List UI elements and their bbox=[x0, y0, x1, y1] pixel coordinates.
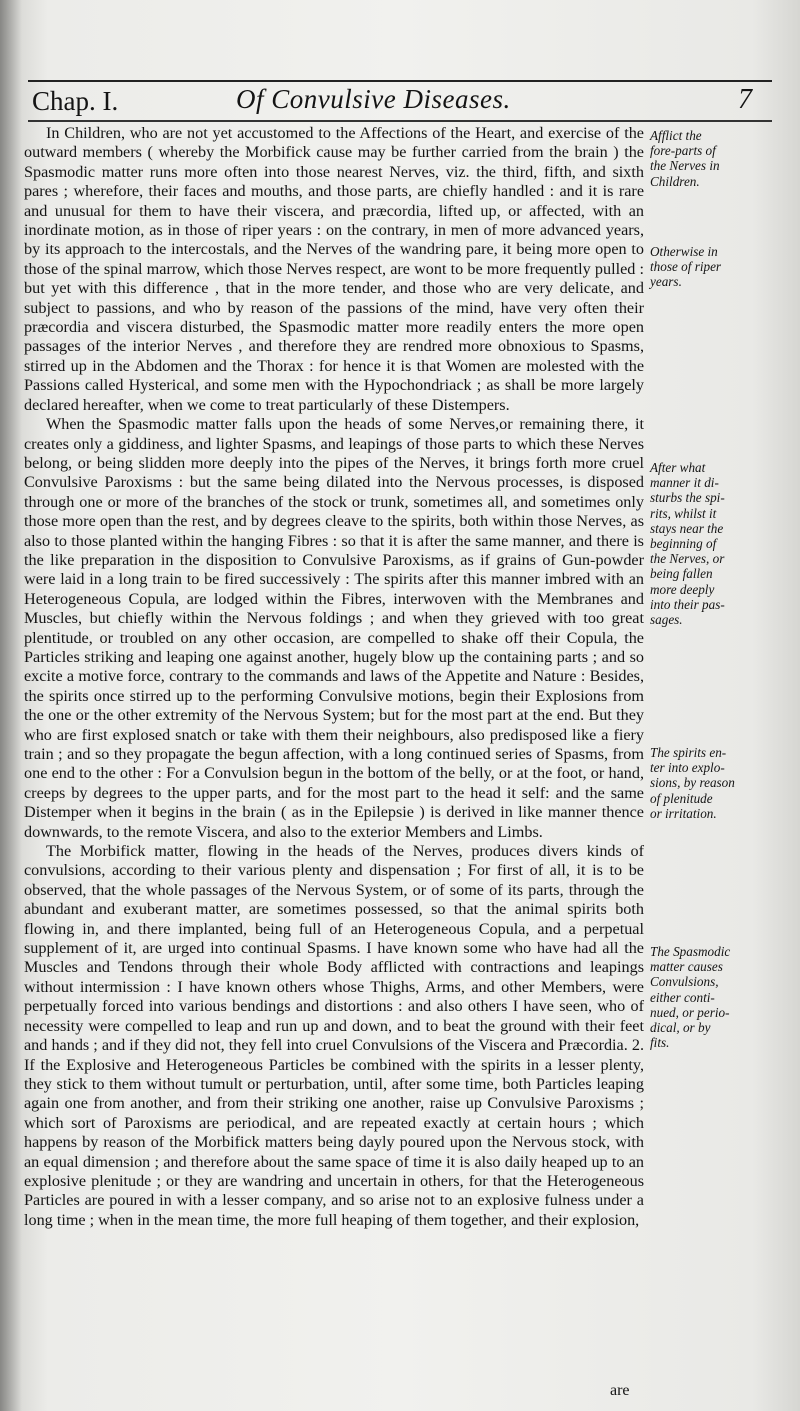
marginal-note-line: Convulsions, bbox=[650, 974, 719, 990]
marginal-note-line: Afflict the bbox=[650, 128, 702, 143]
marginal-note-line: Otherwise in bbox=[650, 244, 718, 259]
marginal-note-line: either conti- bbox=[650, 989, 715, 1005]
marginal-note-5 bbox=[650, 944, 790, 1050]
running-header bbox=[28, 82, 770, 118]
paragraph-2: When the Spasmodic matter falls upon the heads of some Nerves,or remaining there, it creates only a giddiness, and lighter Spasms, and leapings of those parts to which these Nerves belong, or being slidden more deeply into the pipes of the Nerves, it brings forth more cruel Convulsive Paroxisms : but the same being dilated into the Nervous processes, is disposed through one or more of the branches of the stock or trunk, sometimes all, and sometimes only those more open than the rest, and by degrees cleave to the spirits, both within those Nerves, as also to those planted within the hanging Fibres : so that it is after the same manner, and there is the like preparation in the disposition to Convulsive Paroxisms, as if grains of Gun-powder were laid in a long train to be fired successively : The spirits after this manner imbred with an Heterogeneous Copula, are lodged within the Fibres, interwoven with the Membranes and Muscles, but chiefly within the Nervous foldings ; and when they grieved with too great plentitude, or troubled on any other occasion, are compelled to shake off their Copula, the Particles striking and leaping one against another, hugely blow up the containing parts ; and so excite a motive force, contrary to the commands and laws of the Appetite and Nature : Besides, the spirits once stirred up to the performing Convulsive motions, begin their Explosions from the one or the other extremity of the Nervous System; but for the most part at the end. But they who are first explosed snatch or take with them their neighbours, also predisposed like a fiery train ; and so they propagate the begun affection, with a long continued series of Spasms, from one end to the other : For a Convulsion begun in the bottom of the belly, or at the foot, or hand, creeps by degrees to the upper parts, and for the most part to the head it self: and the same Distemper when it begins in the brain ( as in the Epilepsie ) is derived in like manner thence downwards, to the remote Viscera, and also to the exterior Members and Limbs. bbox=[24, 415, 644, 841]
marginal-note-line: fore-parts of bbox=[650, 143, 716, 159]
marginal-note-line: more deeply bbox=[650, 581, 715, 597]
marginal-note-line: rits, whilst it bbox=[650, 505, 717, 521]
main-text bbox=[24, 124, 644, 1230]
marginal-note-line: The spirits en- bbox=[650, 745, 727, 760]
marginal-note-line: those of riper bbox=[650, 259, 722, 275]
gutter-shadow bbox=[0, 0, 22, 1411]
marginal-note-line: sages. bbox=[650, 612, 683, 628]
marginal-note-line: dical, or by bbox=[650, 1020, 711, 1036]
marginal-note-1 bbox=[650, 128, 790, 189]
marginal-note-line: nued, or perio- bbox=[650, 1004, 730, 1020]
marginal-note-line: fits. bbox=[650, 1035, 670, 1051]
marginal-note-line: After what bbox=[650, 460, 706, 475]
marginal-note-line: Children. bbox=[650, 173, 700, 189]
marginal-note-line: years. bbox=[650, 274, 682, 290]
marginal-note-line: ter into explo- bbox=[650, 760, 725, 776]
marginal-note-2 bbox=[650, 244, 790, 290]
running-title: Of Convulsive Diseases. bbox=[236, 84, 511, 114]
marginal-note-line: the Nerves in bbox=[650, 158, 720, 174]
marginal-note-line: stays near the bbox=[650, 520, 724, 536]
marginal-note-line: the Nerves, or bbox=[650, 551, 725, 567]
marginal-note-line: or irritation. bbox=[650, 805, 717, 821]
marginal-note-line: being fallen bbox=[650, 566, 713, 582]
chapter-label: Chap. I. bbox=[32, 86, 119, 116]
catchword: are bbox=[610, 1382, 630, 1399]
paragraph-1: In Children, who are not yet accustomed to the Affections of the Heart, and exercise of the outward members ( whereby the Morbifick cause may be further carried from the brain ) the Spasmodic matter runs more often into those nearest Nerves, viz. the third, fifth, and sixth pares ; wherefore, their faces and mouths, and those parts, are chiefly handled : and it is rare and unusual for them to have their viscera, and præcordia, lifted up, or affected, with an inordinate motion, as in those of riper years : on the contrary, in men of more advanced years, by its approach to the intercostals, and the Nerves of the wandring pare, it being more open to those of the spinal marrow, which those Nerves respect, are wont to be more frequently pulled : but yet with this difference , that in the more tender, and those who are very delicate, and subject to passions, and who by reason of the passions of the mind, have very often their præcordia and viscera disturbed, the Spasmodic matter more readily enters the more open passages of the interior Nerves , and therefore they are rendred more obnoxious to Spasms, stirred up in the Abdomen and the Thorax : for hence it is that Women are molested with the Passions called Hysterical, and some men with the Hypochondriack ; as shall be more largely declared hereafter, when we come to treat particularly of these Distempers. bbox=[24, 124, 644, 414]
marginal-note-line: sions, by reason bbox=[650, 775, 735, 791]
marginal-note-3 bbox=[650, 460, 790, 627]
marginal-note-line: beginning of bbox=[650, 536, 717, 552]
paragraph-3: The Morbifick matter, flowing in the heads of the Nerves, produces divers kinds of convulsions, according to their various plenty and dispensation ; For first of all, it is to be observed, that the whole passages of the Nervous System, or of some of its parts, through the abundant and exuberant matter, are sometimes possessed, so that the animal spirits both flowing in, and there implanted, being full of an Heterogeneous Copula, and a perpetual supplement of it, are urged into continual Spasms. I have known some who have had all the Muscles and Tendons through their whole Body afflicted with contractions and leapings without intermission : I have known others whose Thighs, Arms, and other Members, were perpetually forced into various bendings and distortions : and also others I have seen, who of necessity were compelled to leap and run up and down, and to beat the ground with their feet and hands ; and if they did not, they fell into cruel Convulsions of the Viscera and Præcordia. 2. If the Explosive and Heterogeneous Particles be combined with the spirits in a lesser plenty, they stick to them without tumult or perturbation, until, after some time, both Particles leaping again one from another, and from their striking one another, raise up Convulsive Paroxisms ; which sort of Paroxisms are periodical, and are repeated exactly at certain hours ; which happens by reason of the Morbifick matters being dayly poured upon the Nervous stock, with an equal dimension ; and therefore about the same space of time it is also daily heaped up to an explosive plenitude ; or they are wandring and uncertain in others, for that the Heterogeneous Particles are poured in with a lesser company, and so arise not to an explosive fulness under a long time ; when in the mean time, the more full heaping of them together, and their explosion, bbox=[24, 842, 644, 1229]
marginal-note-line: into their pas- bbox=[650, 596, 725, 612]
marginal-note-4 bbox=[650, 745, 790, 821]
marginal-note-line: of plenitude bbox=[650, 790, 713, 806]
marginal-note-line: matter causes bbox=[650, 959, 723, 975]
page-number: 7 bbox=[738, 84, 752, 115]
marginal-note-line: sturbs the spi- bbox=[650, 490, 725, 506]
marginal-note-line: The Spasmodic bbox=[650, 944, 731, 959]
marginal-note-line: manner it di- bbox=[650, 475, 719, 491]
header-rule bbox=[28, 120, 772, 122]
